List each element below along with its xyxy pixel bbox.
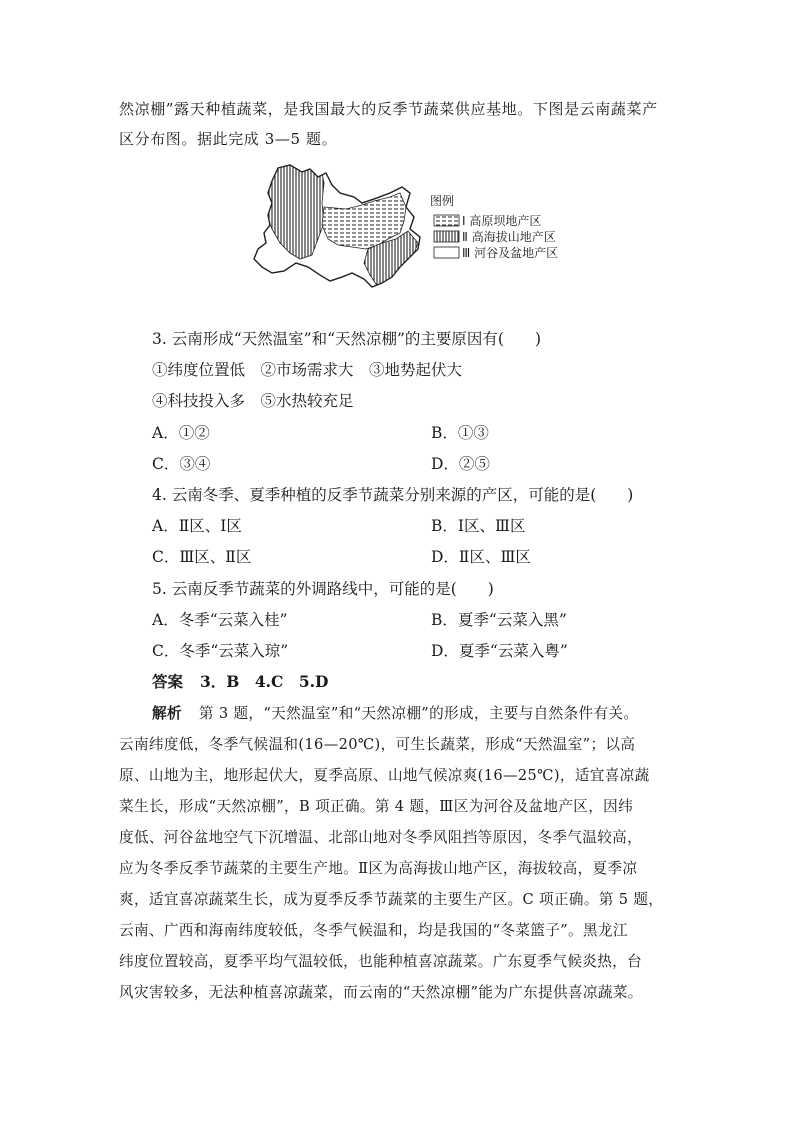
legend-item-iii: Ⅲ 河谷及盆地产区 xyxy=(462,246,559,260)
explanation-line-8: 纬度位置较高，夏季平均气温较低，也能种植喜凉蔬菜。广东夏季气候炎热，台 xyxy=(119,953,643,970)
intro-line-2: 区分布图。据此完成 3—5 题。 xyxy=(119,130,338,148)
explanation-first-text: 第 3 题，“天然温室”和“天然凉棚”的形成，主要与自然条件有关。 xyxy=(198,705,639,722)
question-3-statements-2: ④科技投入多 ⑤水热较充足 xyxy=(152,392,354,410)
legend-swatch-i xyxy=(434,215,459,226)
question-5-option-b[interactable]: B．夏季“云菜入黑” xyxy=(431,611,567,629)
question-5-option-c[interactable]: C．冬季“云菜入琼” xyxy=(152,642,289,660)
question-4-option-a[interactable]: A．Ⅱ区、Ⅰ区 xyxy=(152,517,242,535)
question-3-statements-1: ①纬度位置低 ②市场需求大 ③地势起伏大 xyxy=(152,361,463,379)
question-4-stem: 4. 云南冬季、夏季种植的反季节蔬菜分别来源的产区，可能的是( ) xyxy=(152,486,634,504)
explanation-line-7: 云南、广西和海南纬度较低，冬季气候温和，均是我国的“冬菜篮子”。黑龙江 xyxy=(119,922,628,939)
explanation-label: 解析 xyxy=(152,705,182,722)
question-3-stem: 3. 云南形成“天然温室”和“天然凉棚”的主要原因有( ) xyxy=(152,330,542,348)
legend-swatch-iii xyxy=(434,247,459,258)
question-3-option-c[interactable]: C．③④ xyxy=(152,455,211,473)
question-3-option-d[interactable]: D．②⑤ xyxy=(431,455,490,473)
question-5-option-d[interactable]: D．夏季“云菜入粤” xyxy=(431,642,568,660)
explanation-line-5: 应为冬季反季节蔬菜的主要生产地。Ⅱ区为高海拔山地产区，海拔较高，夏季凉 xyxy=(119,860,638,877)
answer-text: 3．B 4.C 5.D xyxy=(199,672,329,691)
question-3-option-a[interactable]: A．①② xyxy=(152,424,210,442)
question-4-option-d[interactable]: D．Ⅱ区、Ⅲ区 xyxy=(431,548,531,566)
question-4-option-c[interactable]: C．Ⅲ区、Ⅱ区 xyxy=(152,548,252,566)
explanation-first-line xyxy=(152,702,638,723)
legend-swatch-ii xyxy=(434,231,459,242)
explanation-line-3: 菜生长，形成“天然凉棚”，B 项正确。第 4 题，Ⅲ区为河谷及盆地产区，因纬 xyxy=(119,798,634,815)
question-5-option-a[interactable]: A．冬季“云菜入桂” xyxy=(152,611,288,629)
explanation-line-1: 云南纬度低，冬季气候温和(16—20℃)，可生长蔬菜，形成“天然温室”；以高 xyxy=(119,736,636,753)
legend-item-ii: Ⅱ 高海拔山地产区 xyxy=(462,230,556,244)
legend-title: 图例 xyxy=(430,194,455,208)
intro-line-1: 然凉棚”露天种植蔬菜，是我国最大的反季节蔬菜供应基地。下图是云南蔬菜产 xyxy=(119,100,658,118)
explanation-line-6: 爽，适宜喜凉蔬菜生长，成为夏季反季节蔬菜的主要生产区。C 项正确。第 5 题， xyxy=(119,891,664,908)
explanation-line-9: 风灾害较多，无法种植喜凉蔬菜，而云南的“天然凉棚”能为广东提供喜凉蔬菜。 xyxy=(119,984,643,1001)
explanation-line-4: 度低、河谷盆地空气下沉增温、北部山地对冬季风阻挡等原因，冬季气温较高， xyxy=(119,829,643,846)
explanation-line-2: 原、山地为主，地形起伏大，夏季高原、山地气候凉爽(16—25℃)，适宜喜凉蔬 xyxy=(119,767,650,784)
answer-line xyxy=(152,670,328,692)
legend-item-i: Ⅰ 高原坝地产区 xyxy=(462,214,542,228)
answer-label: 答案 xyxy=(152,672,184,691)
question-5-stem: 5. 云南反季节蔬菜的外调路线中，可能的是( ) xyxy=(152,580,494,598)
yunnan-vegetable-region-map xyxy=(250,163,580,295)
question-3-option-b[interactable]: B．①③ xyxy=(431,424,489,442)
question-4-option-b[interactable]: B．Ⅰ区、Ⅲ区 xyxy=(431,517,526,535)
